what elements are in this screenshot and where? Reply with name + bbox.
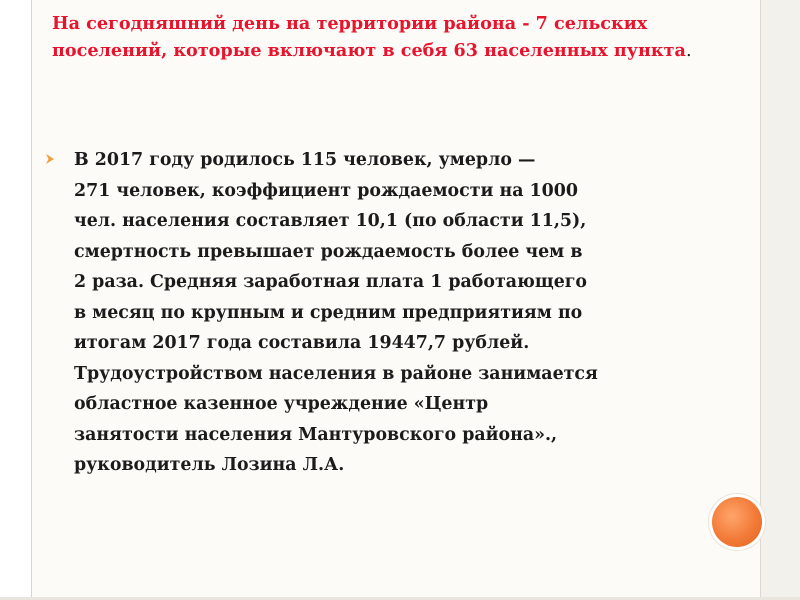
left-margin-strip [0, 0, 31, 600]
heading-text: На сегодняшний день на территории района - 7 сельских поселений, которые включают в себя 63 населенных пункта [52, 13, 686, 61]
right-rule [760, 0, 761, 600]
bullet-paragraph [44, 145, 694, 481]
heading-period: . [685, 41, 692, 61]
left-rule [31, 0, 32, 600]
right-decor-band [760, 0, 800, 600]
bullet-text: В 2017 году родилось 115 человек, умерло — 271 человек, коэффициент рождаемости на 1000 чел. населения составляет 10,1 (по области 11,5), смертность превышает рождаемость более чем в 2 раза. Средняя заработная плата 1 работающего в месяц по крупным и средним предприятиям по итогам 2017 года составила 19447,7 рублей. Трудоустройством населения в районе занимается областное казенное учреждение «Центр занятости населения Мантуровского района»., руководитель Лозина Л.А. [74, 150, 598, 475]
bullet-diamond-icon [44, 153, 56, 165]
slide-heading [52, 10, 692, 65]
orange-circle-decoration [712, 497, 762, 547]
